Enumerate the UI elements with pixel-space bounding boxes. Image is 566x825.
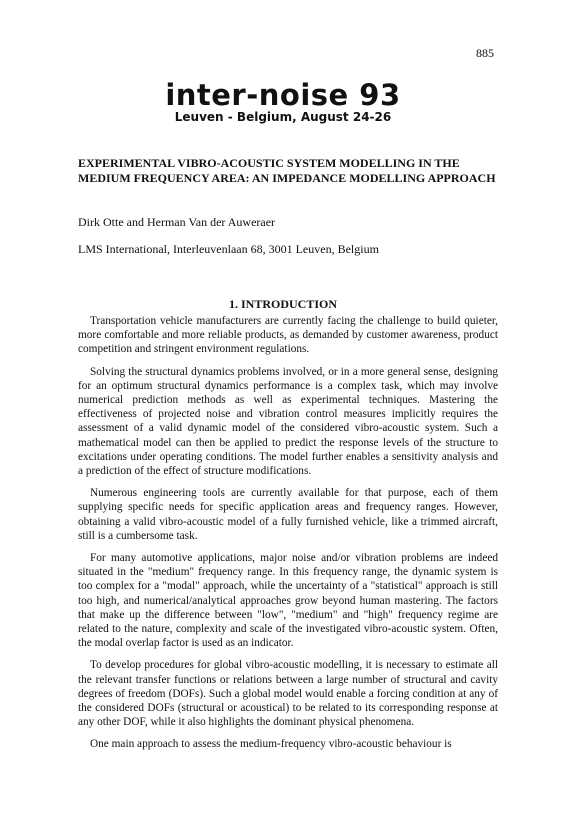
- paragraph: To develop procedures for global vibro-acoustic modelling, it is necessary to estimate all the relevant transfer functions or relations between a large number of structural and cavity degrees of freedom (DOFs). Such a global model would enable a forcing condition at any of the considered DOFs (structural or acoustical) to be related to its corresponding response at any other DOF, while it also highlights the dominant physical phenomena.: [78, 659, 498, 729]
- paragraph: Transportation vehicle manufacturers are currently facing the challenge to build quieter, more comfortable and more reliable products, as demanded by customer awareness, product competition and stringent environment regulations.: [78, 315, 498, 356]
- page-number: 885: [476, 46, 494, 60]
- section-heading: 1. INTRODUCTION: [228, 297, 337, 311]
- section-body: [78, 314, 498, 760]
- conference-logo: inter-noise 93: [165, 78, 401, 112]
- conference-location-date: Leuven - Belgium, August 24-26: [174, 110, 392, 124]
- paragraph: Numerous engineering tools are currently available for that purpose, each of them supplying specific needs for specific application areas and frequency ranges. However, obtaining a valid vibro-acoustic model of a fully furnished vehicle, like a trimmed aircraft, still is a cumbersome task.: [78, 487, 498, 542]
- paragraph: One main approach to assess the medium-frequency vibro-acoustic behaviour is: [90, 738, 452, 751]
- paper-title: EXPERIMENTAL VIBRO-ACOUSTIC SYSTEM MODELLING IN THE MEDIUM FREQUENCY AREA: AN IMPEDANCE MODELLING APPROACH: [78, 156, 496, 185]
- paragraph: Solving the structural dynamics problems involved, or in a more general sense, designing for an optimum structural dynamics performance is a complex task, which may involve numerical prediction methods as well as experimental techniques. Mastering the effectiveness of projected noise and vibration control measures implicitly requires the assessment of a valid dynamic model of the considered vibro-acoustic system. Such a mathematical model can then be applied to predict the response levels of the structure to excitations under operating conditions. The model further enables a sensitivity analysis and a prediction of the effect of structure modifications.: [78, 365, 498, 478]
- paper-affiliation: LMS International, Interleuvenlaan 68, 3001 Leuven, Belgium: [78, 242, 379, 256]
- paragraph: For many automotive applications, major noise and/or vibration problems are indeed situated in the "medium" frequency range. In this frequency range, the dynamic system is too complex for a "modal" approach, while the uncertainty of a "statistical" approach is still too high, and numerical/analytical approaches grow beyond human mastering. The factors that make up the difference between "low", "medium" and "high" frequency regime are related to the nature, complexity and scale of the investigated vibro-acoustic system. Often, the modal overlap factor is used as an indicator.: [78, 552, 498, 650]
- paper-authors: Dirk Otte and Herman Van der Auweraer: [78, 215, 276, 229]
